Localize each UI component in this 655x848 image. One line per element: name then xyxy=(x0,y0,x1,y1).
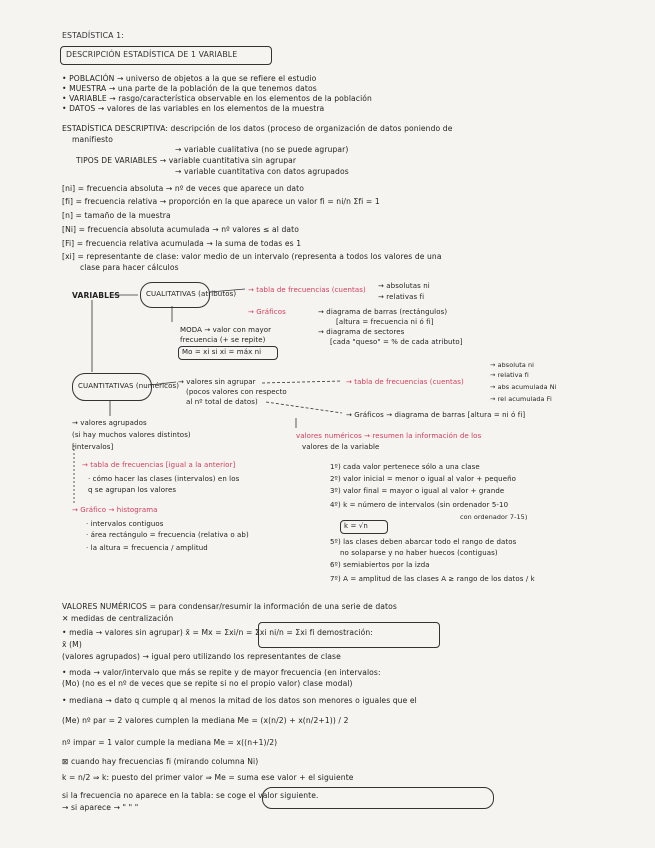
numeric-aparece: → si aparece → " " " xyxy=(62,803,139,812)
diag-cual-0: → diagrama de barras (rectángulos) xyxy=(318,308,448,316)
valores-numericos: valores numéricos → resumen la información de los xyxy=(296,432,482,440)
regla-3: 3º) valor final = mayor o igual al valor + grande xyxy=(330,487,505,495)
numeric-mediana-par: (Me) nº par = 2 valores cumplen la mediana Me = (x(n/2) + x(n/2+1)) / 2 xyxy=(62,716,349,725)
notation-n: [n] = tamaño de la muestra xyxy=(62,211,171,220)
numeric-media-symbol: x̄ (M) xyxy=(62,640,82,649)
numeric-moda: • moda → valor/intervalo que más se repite y de mayor frecuencia (en intervalos: xyxy=(62,668,381,677)
agrupados-4: · cómo hacer las clases (intervalos) en los xyxy=(88,475,240,483)
page-title: ESTADÍSTICA 1: xyxy=(62,31,124,40)
def-variable: • VARIABLE → rasgo/característica observable en los elementos de la población xyxy=(62,94,372,103)
notation-xi: [xi] = representante de clase: valor medio de un intervalo (representa a todos los valores de una xyxy=(62,252,442,261)
diag-cual-2: → diagrama de sectores xyxy=(318,328,405,336)
notation-Fi: [Fi] = frecuencia relativa acumulada → la suma de todas es 1 xyxy=(62,239,302,248)
cuant-item-3: → rel acumulada Fi xyxy=(490,395,552,403)
regla-6: 6º) semiabiertos por la izda xyxy=(330,561,430,569)
notation-fi: [fi] = frecuencia relativa → proporción en la que aparece un valor fi = ni/n Σfi = 1 xyxy=(62,197,380,206)
numeric-moda-2: (Mo) (no es el nº de veces que se repite si no el propio valor) clase modal) xyxy=(62,679,353,688)
agrupados-9: · la altura = frecuencia / amplitud xyxy=(86,544,208,552)
numeric-frecuencias: ⊠ cuando hay frecuencias fi (mirando columna Ni) xyxy=(62,757,259,766)
diag-cual-3: [cada "queso" = % de cada atributo] xyxy=(330,338,463,346)
numeric-mediana: • mediana → dato q cumple q al menos la mitad de los datos son menores o iguales que el xyxy=(62,696,417,705)
regla-7: 7º) A = amplitud de las clases A ≥ rango de los datos / k xyxy=(330,575,535,583)
cual-rel: → relativas fi xyxy=(378,293,425,301)
regla-1: 1º) cada valor pertenece sólo a una clase xyxy=(330,463,480,471)
page-subtitle: DESCRIPCIÓN ESTADÍSTICA DE 1 VARIABLE xyxy=(66,50,238,59)
agrupados-2: [intervalos] xyxy=(72,443,114,451)
regla-4: 4º) k = número de intervalos (sin ordenador 5-10 xyxy=(330,501,509,509)
numeric-mediana-impar: nº impar = 1 valor cumple la mediana Me = x((n+1)/2) xyxy=(62,738,278,747)
notation-ni: [ni] = frecuencia absoluta → nº de veces que aparece un dato xyxy=(62,184,304,193)
cuant-item-1: → relativa fi xyxy=(490,371,529,379)
sin-agrupar-1: (pocos valores con respecto xyxy=(186,388,287,396)
numeric-media: • media → valores sin agrupar) x̄ = Mx = Σxi/n = Σxi ni/n = Σxi fi demostración: xyxy=(62,628,373,637)
tabla-cual: → tabla de frecuencias (cuentas) xyxy=(248,286,366,294)
agrupados-3: → tabla de frecuencias [igual a la anterior] xyxy=(82,461,236,469)
agrupados-5: q se agrupan los valores xyxy=(88,486,177,494)
variables-label: VARIABLES xyxy=(72,291,120,300)
sin-agrupar-2: al nº total de datos) xyxy=(186,398,258,406)
def-datos: • DATOS → valores de las variables en los elementos de la muestra xyxy=(62,104,325,113)
sin-agrupar-0: → valores sin agrupar xyxy=(178,378,256,386)
agrupados-7: · intervalos contiguos xyxy=(86,520,164,528)
numeric-centralizacion: ✕ medidas de centralización xyxy=(62,614,174,623)
numeric-media-agrupados: (valores agrupados) → igual pero utilizando los representantes de clase xyxy=(62,652,341,661)
regla-2: 2º) valor inicial = menor o igual al valor + pequeño xyxy=(330,475,517,483)
descriptive-cont: manifiesto xyxy=(72,135,114,144)
cual-abs: → absolutas ni xyxy=(378,282,430,290)
regla-4b: con ordenador 7-15) xyxy=(460,513,528,521)
notation-Ni: [Ni] = frecuencia absoluta acumulada → nº valores ≤ al dato xyxy=(62,225,300,234)
moda-1: frecuencia (+ se repite) xyxy=(180,336,266,344)
cuantitativas-label: CUANTITATIVAS (numéricos) xyxy=(78,382,180,390)
def-muestra: • MUESTRA → una parte de la población de la que tenemos datos xyxy=(62,84,317,93)
notation-xi-cont: clase para hacer cálculos xyxy=(80,263,179,272)
cuant-item-2: → abs acumulada Ni xyxy=(490,383,557,391)
agrupados-0: → valores agrupados xyxy=(72,419,147,427)
def-poblacion: • POBLACIÓN → universo de objetos a la que se refiere el estudio xyxy=(62,74,317,83)
agrupados-6: → Gráfico → histograma xyxy=(72,506,158,514)
diag-cual-1: [altura = frecuencia ni ó fi] xyxy=(336,318,434,326)
agrupados-1: (si hay muchos valores distintos) xyxy=(72,431,191,439)
cualitativas-label: CUALITATIVAS (atributos) xyxy=(146,290,237,298)
moda-2: Mo = xi si xi = máx ni xyxy=(182,348,262,356)
regla-5: 5º) las clases deben abarcar todo el rango de datos xyxy=(330,538,517,546)
tabla-cuant: → tabla de frecuencias (cuentas) xyxy=(346,378,464,386)
agrupados-8: · área rectángulo = frecuencia (relativa o ab) xyxy=(86,531,249,539)
graficos-cual: → Gráficos xyxy=(248,308,286,316)
numeric-heading: VALORES NUMÉRICOS = para condensar/resumir la información de una serie de datos xyxy=(62,602,397,611)
numeric-k: k = n/2 ⇒ k: puesto del primer valor ⇒ Me = suma ese valor + el siguiente xyxy=(62,773,354,782)
regla-5b: no solaparse y no haber huecos (contiguas) xyxy=(340,549,498,557)
descriptive-heading: ESTADÍSTICA DESCRIPTIVA: descripción de los datos (proceso de organización de datos poniendo de xyxy=(62,124,453,133)
valores-numericos-2: valores de la variable xyxy=(302,443,380,451)
regla-4c: k = √n xyxy=(344,522,368,530)
type-agrupados: → variable cuantitativa con datos agrupados xyxy=(175,167,349,176)
type-cualitativa: → variable cualitativa (no se puede agrupar) xyxy=(175,145,349,154)
numeric-siguiente: si la frecuencia no aparece en la tabla: se coge el valor siguiente. xyxy=(62,791,319,800)
type-sin-agrupar: TIPOS DE VARIABLES → variable cuantitativa sin agrupar xyxy=(76,156,297,165)
cuant-item-0: → absoluta ni xyxy=(490,361,535,369)
moda-0: MODA → valor con mayor xyxy=(180,326,272,334)
graficos-cuant: → Gráficos → diagrama de barras [altura = ni ó fi] xyxy=(346,411,526,419)
